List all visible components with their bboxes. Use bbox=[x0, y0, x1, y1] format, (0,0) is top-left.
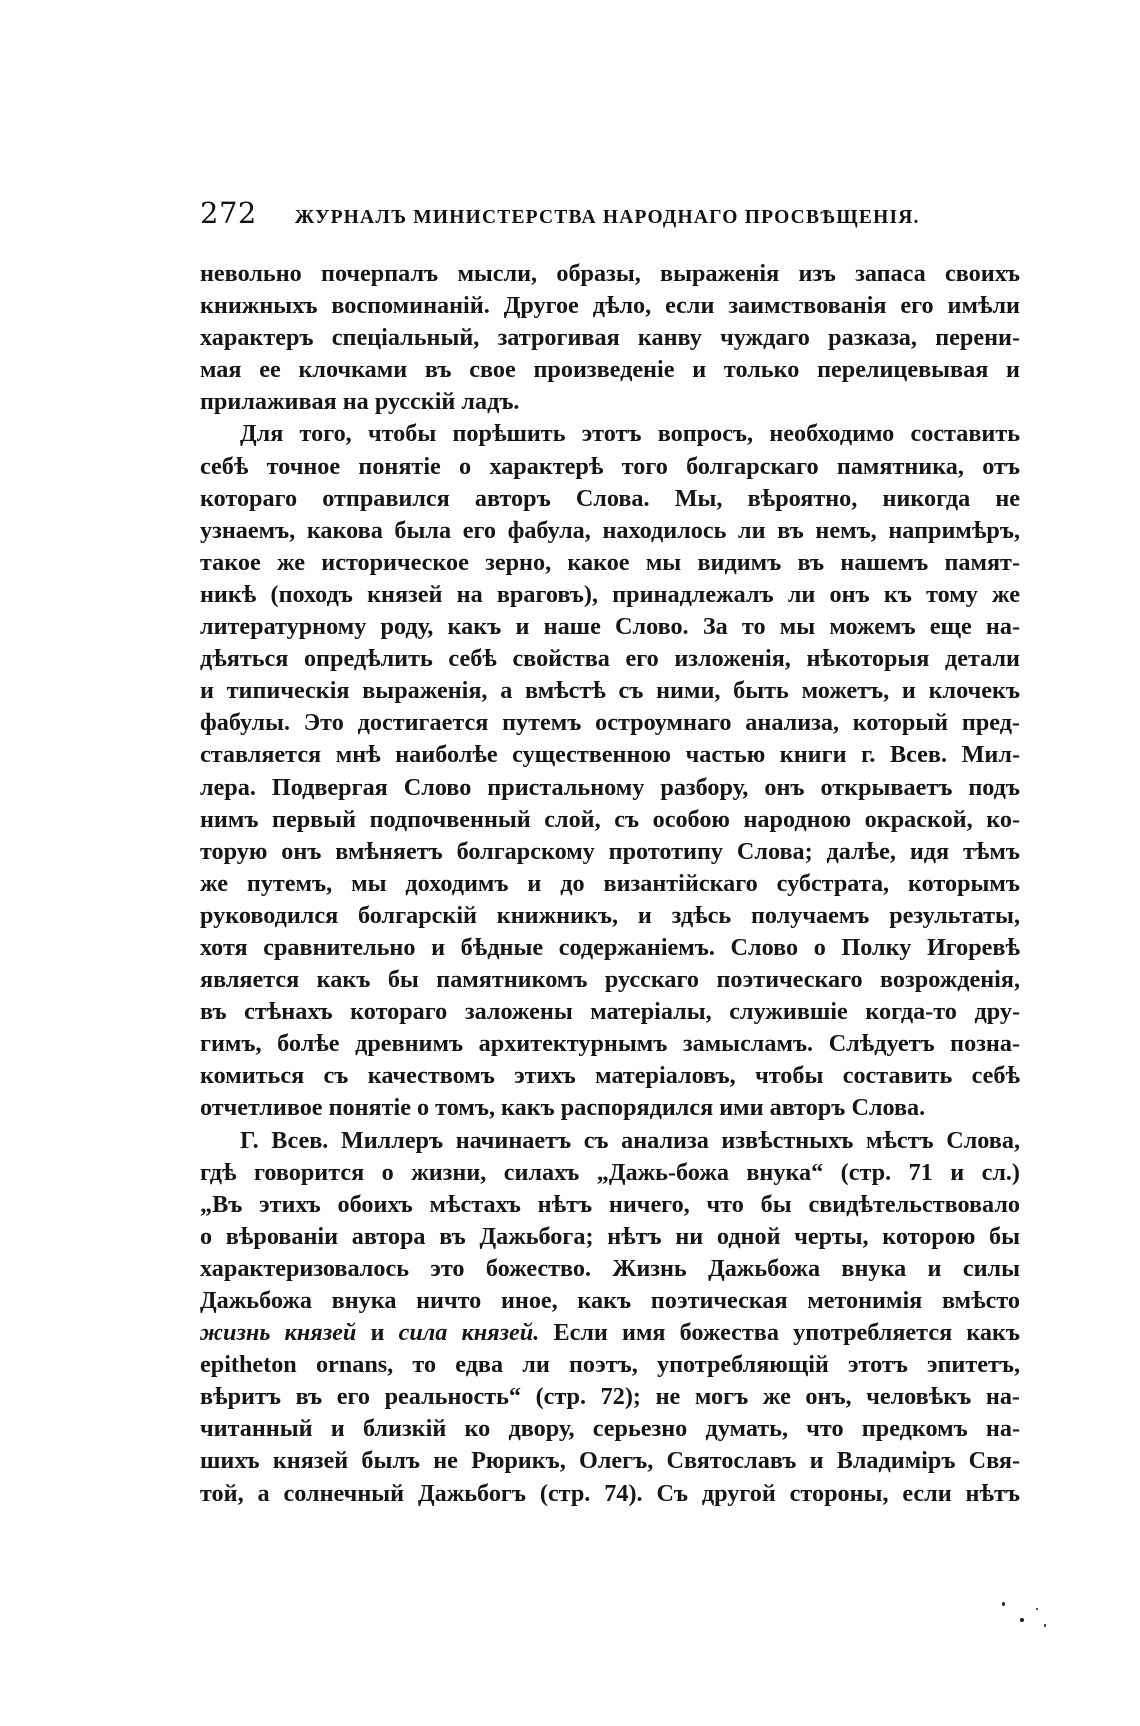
text-line: о вѣрованіи автора въ Дажьбога; нѣтъ ни одной черты, которою бы bbox=[200, 1222, 1020, 1250]
text-line: характеръ спеціальный, затрогивая канву чуждаго разказа, перени- bbox=[200, 324, 1020, 352]
text-line: фабулы. Это достигается путемъ остроумнаго анализа, который пред- bbox=[200, 709, 1020, 737]
text-line: же путемъ, мы доходимъ и до византійскаго субстрата, которымъ bbox=[200, 869, 1020, 897]
text-line: той, а солнечный Дажьбогъ (стр. 74). Съ другой стороны, если нѣтъ bbox=[200, 1479, 1020, 1507]
running-head bbox=[200, 196, 1028, 236]
text-line: комиться съ качествомъ этихъ матеріаловъ, чтобы составить себѣ bbox=[200, 1062, 1020, 1090]
text-line: Дажьбожа внука ничто иное, какъ поэтическая метонимія вмѣсто bbox=[200, 1287, 1020, 1314]
italic-phrase: жизнь князей bbox=[200, 1319, 357, 1347]
text-line: хотя сравнительно и бѣдные содержаніемъ. Слово о Полку Игоревѣ bbox=[200, 933, 1020, 961]
text-line: прилаживая на русскій ладъ. bbox=[200, 388, 520, 416]
text-line: ставляется мнѣ наиболѣе существенною частью книги г. Всев. Мил- bbox=[200, 741, 1020, 769]
text-line: узнаемъ, какова была его фабула, находилось ли въ немъ, напримѣръ, bbox=[200, 516, 1020, 544]
text-line: себѣ точное понятіе о характерѣ того болгарскаго памятника, отъ bbox=[200, 452, 1020, 480]
text-line: является какъ бы памятникомъ русскаго поэтическаго возрожденія, bbox=[200, 966, 1020, 994]
text-line: нимъ первый подпочвенный слой, съ особою народною окраской, ко- bbox=[200, 805, 1020, 833]
text-line: отчетливое понятіе о томъ, какъ распорядился ими авторъ Слова. bbox=[200, 1094, 926, 1122]
text-line: шихъ князей былъ не Рюрикъ, Олегъ, Святославъ и Владиміръ Свя- bbox=[200, 1447, 1020, 1475]
scan-speck bbox=[1020, 1618, 1024, 1622]
scan-speck bbox=[1002, 1602, 1005, 1606]
scan-specks bbox=[1000, 1600, 1080, 1640]
text-line: невольно почерпалъ мысли, образы, выраженія изъ запаса своихъ bbox=[200, 260, 1020, 287]
text-line: книжныхъ воспоминаній. Другое дѣло, если заимствованія его имѣли bbox=[200, 292, 1020, 320]
text-line: дѣяться опредѣлить себѣ свойства его изложенія, нѣкоторыя детали bbox=[200, 645, 1020, 673]
text-line: лера. Подвергая Слово пристальному разбору, онъ открываетъ подъ bbox=[200, 773, 1020, 801]
text-line: руководился болгарскій книжникъ, и здѣсь получаемъ результаты, bbox=[200, 901, 1020, 929]
text-line: литературному роду, какъ и наше Слово. За то мы можемъ еще на- bbox=[200, 613, 1020, 641]
text-line: въ стѣнахъ котораго заложены матеріалы, служившіе когда-то дру- bbox=[200, 998, 1020, 1026]
text-line-with-italics bbox=[200, 1317, 1020, 1349]
body-text bbox=[200, 258, 1020, 1510]
text-line: epitheton ornans, то едва ли поэтъ, употребляющій этотъ эпитетъ, bbox=[200, 1351, 1020, 1379]
text-line: „Въ этихъ обоихъ мѣстахъ нѣтъ ничего, что бы свидѣтельствовало bbox=[200, 1190, 1020, 1218]
text-line: вѣритъ въ его реальность“ (стр. 72); не могъ же онъ, человѣкъ на- bbox=[200, 1383, 1020, 1411]
conjunction: и bbox=[370, 1319, 385, 1347]
text-line: и типическія выраженія, а вмѣстѣ съ ними, быть можетъ, и клочекъ bbox=[200, 677, 1020, 705]
text-line: мая ее клочками въ свое произведеніе и только перелицевывая и bbox=[200, 356, 1020, 384]
italic-phrase: сила князей. bbox=[398, 1319, 540, 1347]
text-line: такое же историческое зерно, какое мы видимъ въ нашемъ памят- bbox=[200, 548, 1020, 576]
text-line: гимъ, болѣе древнимъ архитектурнымъ замысламъ. Слѣдуетъ позна- bbox=[200, 1030, 1020, 1058]
scan-speck bbox=[1036, 1608, 1038, 1610]
text-line: Для того, чтобы порѣшить этотъ вопросъ, необходимо составить bbox=[240, 420, 1020, 448]
text-line: торую онъ вмѣняетъ болгарскому прототипу Слова; далѣе, идя тѣмъ bbox=[200, 837, 1020, 865]
text-line: котораго отправился авторъ Слова. Мы, вѣроятно, никогда не bbox=[200, 484, 1020, 512]
line-remainder: Если имя божества употребляется какъ bbox=[553, 1319, 1021, 1347]
journal-title: ЖУРНАЛЪ МИНИСТЕРСТВА НАРОДНАГО ПРОСВѢЩЕНІЯ. bbox=[294, 207, 920, 228]
page-number: 272 bbox=[200, 196, 257, 230]
text-line: характеризовалось это божество. Жизнь Дажьбожа внука и силы bbox=[200, 1254, 1020, 1282]
text-line: Г. Всев. Миллеръ начинаетъ съ анализа извѣстныхъ мѣстъ Слова, bbox=[240, 1126, 1020, 1154]
text-line: читанный и близкій ко двору, серьезно думать, что предкомъ на- bbox=[200, 1415, 1020, 1443]
text-line: гдѣ говорится о жизни, силахъ „Дажь-божа внука“ (стр. 71 и сл.) bbox=[200, 1158, 1020, 1186]
text-line: никѣ (походъ князей на враговъ), принадлежалъ ли онъ къ тому же bbox=[200, 580, 1020, 608]
scan-speck bbox=[1044, 1624, 1046, 1627]
